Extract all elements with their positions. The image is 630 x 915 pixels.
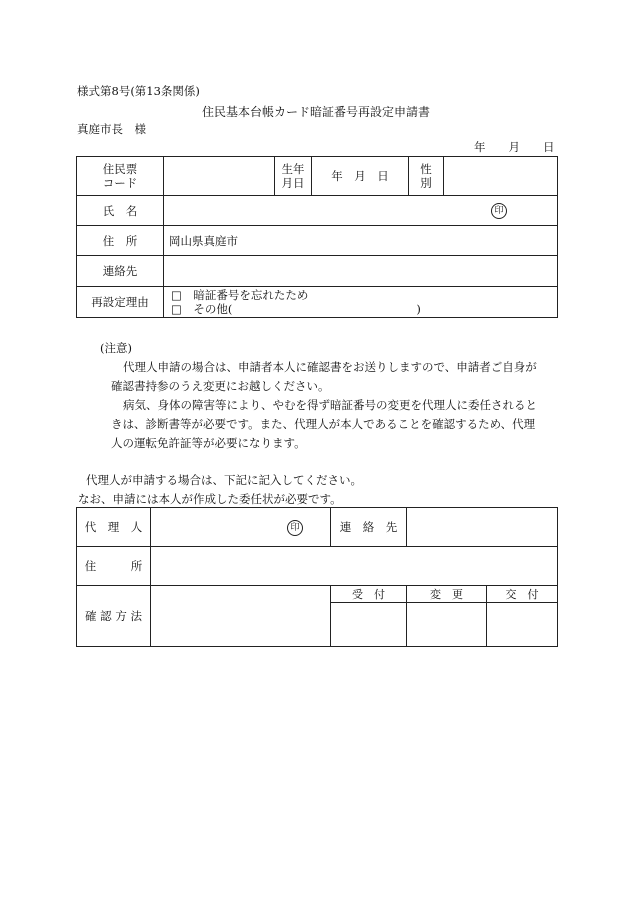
reason-label: 再設定理由 [77, 287, 164, 318]
contact-field[interactable] [164, 256, 558, 287]
page-title: 住民基本台帳カード暗証番号再設定申請書 [202, 105, 431, 119]
agent-intro: なお、申請には本人が作成した委任状が必要です。 [78, 492, 342, 506]
agent-name-field[interactable] [151, 508, 331, 547]
sex-label: 性 別 [409, 157, 444, 196]
agent-label: 代 理 人 [77, 508, 151, 547]
reason-option-forgot[interactable]: □ 暗証番号を忘れたため [171, 288, 309, 302]
date-line: 年 月 日 [474, 140, 555, 154]
sex-field[interactable] [444, 157, 558, 196]
verify-method-label: 確 認 方 法 [77, 586, 151, 647]
birth-date-field[interactable]: 年 月 日 [312, 157, 409, 196]
changed-label: 変 更 [407, 586, 487, 603]
agent-intro: 代理人が申請する場合は、下記に記入してください。 [86, 473, 362, 487]
seal-icon: 印 [491, 203, 507, 219]
notes-line: 病気、身体の障害等により、やむを得ず暗証番号の変更を代理人に委任されると [123, 398, 537, 412]
notes-line: 確認書持参のうえ変更にお越しください。 [111, 379, 330, 393]
seal-icon: 印 [287, 520, 303, 536]
notes-heading: (注意) [100, 341, 132, 355]
issued-stamp-box[interactable] [487, 603, 558, 647]
address-field[interactable]: 岡山県真庭市 [164, 226, 558, 256]
changed-stamp-box[interactable] [407, 603, 487, 647]
form-number: 様式第8号(第13条関係) [77, 84, 200, 98]
agent-address-field[interactable] [151, 547, 558, 586]
issued-label: 交 付 [487, 586, 558, 603]
notes-line: 代理人申請の場合は、申請者本人に確認書をお送りしますので、申請者ご自身が [123, 360, 537, 374]
reason-field [164, 287, 558, 318]
birth-date-label: 生年 月日 [275, 157, 312, 196]
received-stamp-box[interactable] [331, 603, 407, 647]
agent-address-label: 住 所 [77, 547, 151, 586]
address-label: 住 所 [77, 226, 164, 256]
agent-table [76, 507, 558, 647]
applicant-table [76, 156, 558, 318]
reason-option-other[interactable]: □ その他( ) [171, 302, 421, 316]
contact-label: 連絡先 [77, 256, 164, 287]
verify-method-field[interactable] [151, 586, 331, 647]
name-field[interactable] [164, 196, 558, 226]
received-label: 受 付 [331, 586, 407, 603]
notes-line: 人の運転免許証等が必要になります。 [111, 436, 306, 450]
addressee: 真庭市長 様 [77, 122, 146, 136]
agent-contact-field[interactable] [407, 508, 558, 547]
resident-code-label: 住民票 コード [77, 157, 164, 196]
resident-code-field[interactable] [164, 157, 275, 196]
agent-contact-label: 連 絡 先 [331, 508, 407, 547]
notes-line: きは、診断書等が必要です。また、代理人が本人であることを確認するため、代理 [111, 417, 536, 431]
name-label: 氏 名 [77, 196, 164, 226]
